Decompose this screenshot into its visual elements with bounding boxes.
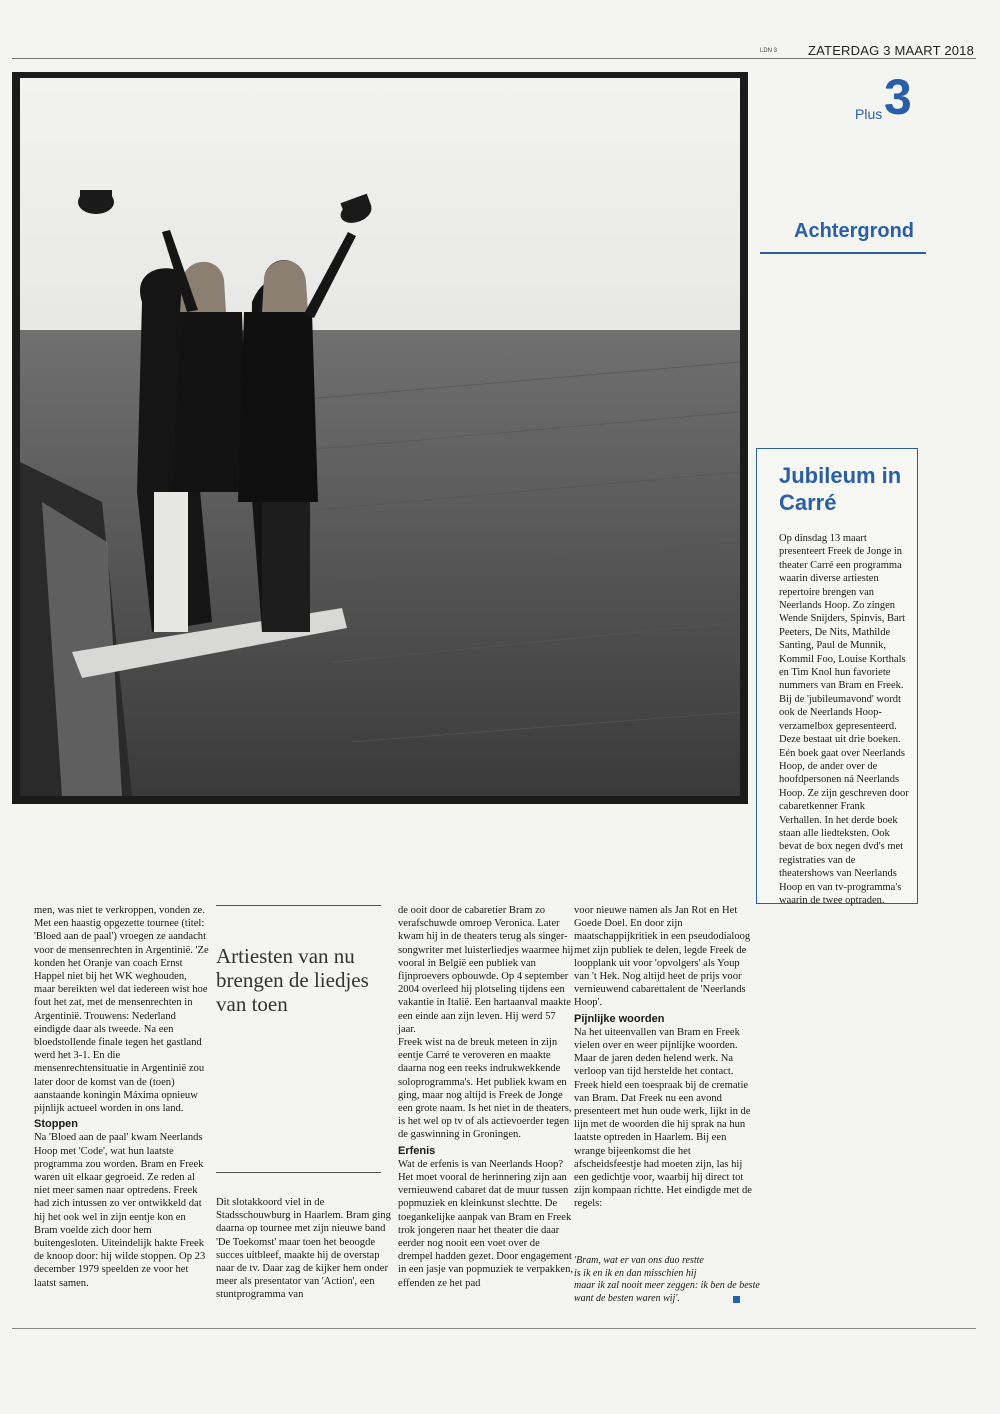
section-plus-number: 3 [884,69,912,125]
page-code: LDN 3 [760,48,778,54]
footer-rule [12,1328,976,1329]
paragraph: Na 'Bloed aan de paal' kwam Neerlands Hoop met 'Code', wat hun laatste programma zou worden. Bram en Freek waren uit elkaar gegroeid. Ze reden al niet meer samen naar optredens. Freek had zich intussen zo ver ontwikkeld dat hij het ook wel in zijn eentje kon en Bram voelde zich door hem buitengesloten. Uiteindelijk hakte Freek de knoop door: hij wilde stoppen. Op 23 december 1979 speelden ze voor het laatst samen. [34,1132,206,1289]
subhead-pijnlijke-woorden: Pijnlijke woorden [574,1012,665,1025]
article-end-mark [733,1296,740,1303]
poem-line: is ik en ik en dan misschien hij [574,1267,697,1279]
subhead-erfenis: Erfenis [398,1144,436,1157]
paragraph: Wat de erfenis is van Neerlands Hoop? Het moet vooral de herinnering zijn aan vernieuwend cabaret dat de muur tussen popmuziek en kleinkunst slechtte. De toegankelijke aanpak van Bram en Freek trok jongeren naar het theater die daar eerder nog nooit een voet over de drempel hadden gezet. Door engagement in een jasje van popmuziek te verpakken, effenden ze het pad [398,1158,574,1289]
pull-quote-rule-top [216,905,381,906]
article-column-4 [574,904,754,1211]
poem-line: 'Bram, wat er van ons duo restte [574,1255,704,1266]
article-column-2 [216,1196,396,1302]
header-rule [12,58,976,59]
paragraph: Freek wist na de breuk meteen in zijn eentje Carré te veroveren en maakte daarna nog een reeks indrukwekkende soloprogramma's. Het publiek kwam en ging, maar nog altijd is Freek de Jonge een grote naam. Is het niet in de theaters, is het wel op tv of als actievoerder tegen de gaswinning in Groningen. [398,1037,572,1141]
pull-quote-rule-bottom [216,1172,381,1173]
section-plus-word: Plus [855,106,883,122]
subhead-stoppen: Stoppen [34,1118,78,1131]
poem-line: maar ik zal nooit meer zeggen: ik ben de beste [574,1280,760,1292]
article-column-1 [34,904,210,1290]
paragraph: Dit slotakkoord viel in de Stadsschouwburg in Haarlem. Bram ging daarna op tournee met zijn nieuwe band 'De Toekomst' maar toen het beoogde succes uitbleef, maakte hij de overstap naar de tv. Daar zag de kijker hem onder meer als presentator van 'Action', een stuntprogramma van [216,1197,391,1301]
section-rule [760,252,926,254]
article-column-3 [398,904,576,1290]
sidebar-text: Op dinsdag 13 maart presenteert Freek de Jonge in theater Carré een programma waarin diverse artiesten repertoire brengen van Neerlands Hoop. Zo zingen Wende Snijders, Spinvis, Bart Peeters, De Nits, Mathilde Santing, Paul de Munnik, Kommil Foo, Louise Korthals en Tim Knol hun favoriete nummers van Bram en Freek. Bij de 'jubileumavond' wordt ook de Neerlands Hoop-verzamelbox gepresenteerd. Deze bestaat uit drie boeken. Eén boek gaat over Neerlands Hoop, de ander over de hoofdpersonen ná Neerlands Hoop. Ze zijn geschreven door cabaretkenner Frank Verhallen. In het derde boek staan alle liedteksten. Ook bevat de box negen dvd's met registraties van de theatershows van Neerlands Hoop en van tv-programma's waarin de twee optraden. [779,533,909,906]
article-photo [12,72,748,804]
paragraph: voor nieuwe namen als Jan Rot en Het Goede Doel. En door zijn maatschappijkritiek in een pseudodialoog met zijn publiek te delen, legde Freek de loopplank uit voor 'opvolgers' als Youp van 't Hek. Nog altijd heet de prijs voor vernieuwend cabarettalent de 'Neerlands Hoop'. [574,905,751,1009]
poem-line: want de besten waren wij'. [574,1292,680,1304]
paragraph: men, was niet te verkroppen, vonden ze. Met een haastig opgezette tournee (titel: 'Bloed aan de paal') vroegen ze aandacht voor de mensenrechten in Argentinië. 'Ze konden het Oranje van coach Ernst Happel niet bij het WK weghouden, maar bereikten wel dat iedereen wist hoe fout het zat, met de mensenrechten in Argentinië. Trouwens: Nederland eindigde daar als tweede. Na een bloedstollende finale tegen het gastland werd het 3-1. En die mensenrechtensituatie in Argentinië zou later door de komst van de (toen) aanstaande koningin Máxima opnieuw pijnlijk actueel worden in ons land. [34,905,209,1115]
pull-quote: Artiesten van nu brengen de liedjes van toen [216,944,369,1016]
poem-quote [574,1255,770,1305]
paragraph: de ooit door de cabaretier Bram zo verafschuwde omroep Veronica. Later kwam hij in de theaters terug als singer-songwriter met luisterliedjes waarmee hij vooral in België een publiek van fijnproevers opbouwde. Op 4 september 2004 overleed hij plotseling tijdens een vakantie in Italië. Een hartaanval maakte een einde aan zijn leven. Hij werd 57 jaar. [398,905,574,1035]
issue-date: ZATERDAG 3 MAART 2018 [808,43,975,58]
sidebar-title: Jubileum in Carré [779,463,902,515]
photo-two-men-in-field [12,72,748,804]
section-label: Achtergrond [794,220,914,242]
paragraph: Na het uiteenvallen van Bram en Freek vielen over en weer pijnlijke woorden. Maar de jaren deden helend werk. Na verloop van tijd herstelde het contact. Freek hield een toespraak bij de crematie van Bram. Dat Freek nu een avond presenteert met hun oude werk, lijkt in de lijn met de woorden die hij sprak na hun laatste optreden in Haarlem. Bij een wrange bijeenkomst die het afscheidsfeestje had moeten zijn, las hij een gedichtje voor, waarbij hij direct tot zijn kompaan richtte. Het eindigde met de regels: [574,1026,752,1210]
